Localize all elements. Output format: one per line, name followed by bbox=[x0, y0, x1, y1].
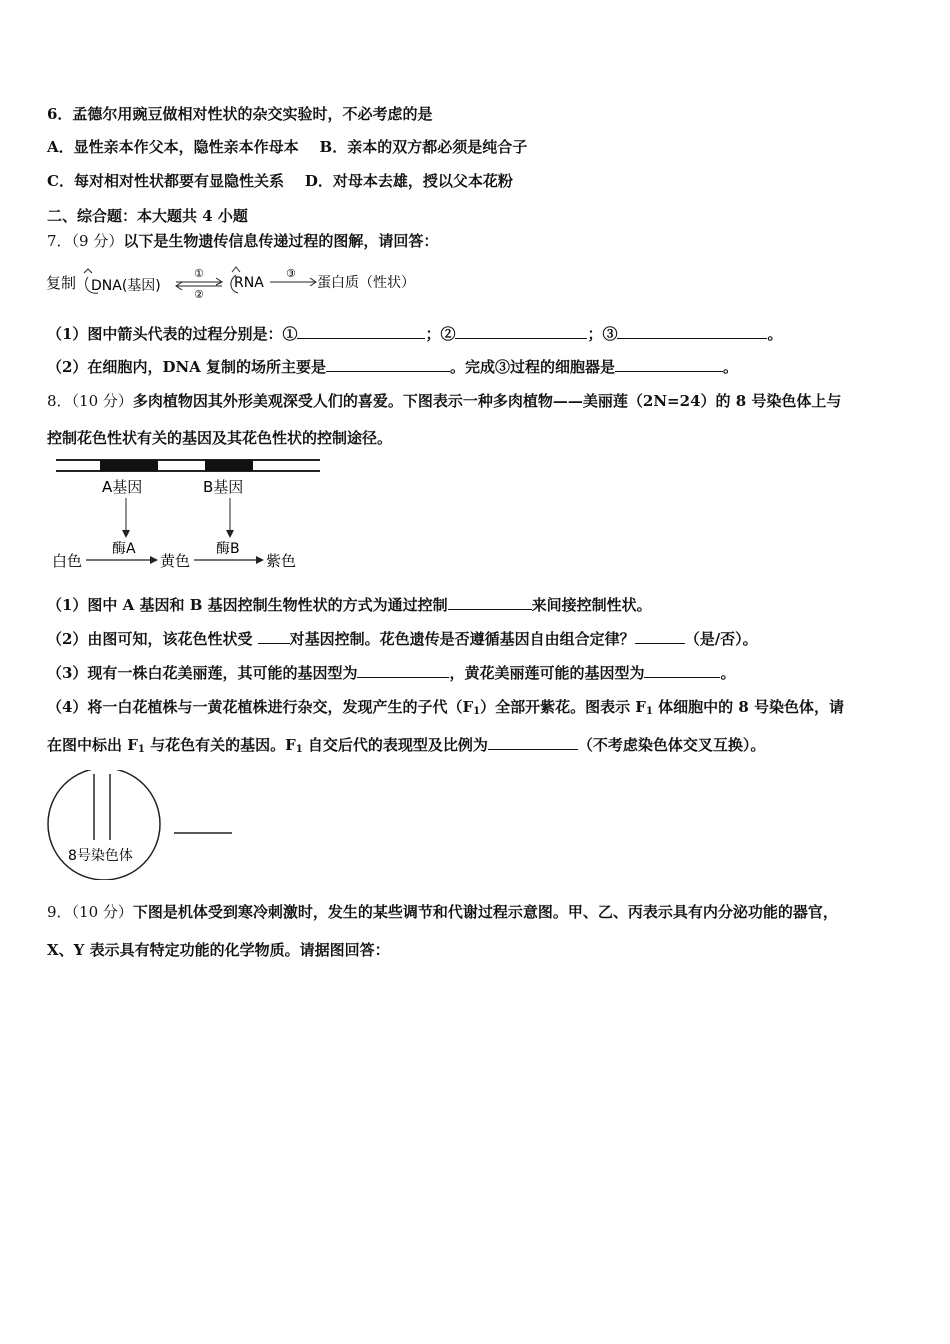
q6-options-cd bbox=[47, 170, 513, 191]
q7-diagram bbox=[44, 263, 444, 303]
q7-stem-text: 以下是生物遗传信息传递过程的图解，请回答： bbox=[123, 232, 439, 250]
answer-blank[interactable] bbox=[615, 357, 723, 372]
q8-stem-line1 bbox=[47, 390, 841, 411]
q8-part4-d: 在图中标出 F bbox=[47, 736, 138, 754]
enzyme-a-label: 酶A bbox=[112, 541, 136, 557]
q6-stem: 6．孟德尔用豌豆做相对性状的杂交实验时，不必考虑的是 bbox=[47, 105, 433, 123]
q8-part2-a: （2）由图可知，该花色性状受 bbox=[47, 630, 258, 648]
q8-part4-line2 bbox=[47, 734, 765, 755]
answer-blank[interactable] bbox=[644, 663, 720, 678]
q8-part3 bbox=[47, 662, 735, 683]
answer-blank[interactable] bbox=[488, 735, 578, 750]
white-color-label: 白色 bbox=[52, 552, 83, 570]
q7-part2-prefix: （2）在细胞内，DNA 复制的场所主要是 bbox=[47, 358, 327, 376]
q7-arrow-3-label: ③ bbox=[286, 267, 296, 280]
q8-part4-c: 体细胞中的 8 号染色体，请 bbox=[652, 698, 845, 716]
subscript: 1 bbox=[645, 706, 653, 717]
q8-part4-a: （4）将一白花植株与一黄花植株进行杂交，发现产生的子代（F bbox=[47, 698, 474, 716]
answer-blank[interactable] bbox=[617, 324, 767, 339]
q8-part1 bbox=[47, 594, 652, 615]
q8-gene-pathway-diagram bbox=[50, 456, 320, 576]
q8-part4-line1 bbox=[47, 696, 844, 717]
answer-blank[interactable] bbox=[326, 357, 450, 372]
q8-part4-e: 与花色有关的基因。F bbox=[144, 736, 296, 754]
q7-part1-sep3: ；③ bbox=[587, 325, 618, 343]
section-heading: 二、综合题：本大题共 4 小题 bbox=[47, 207, 248, 225]
q7-protein-label: 蛋白质（性状） bbox=[317, 275, 415, 291]
q8-stem-line2: 控制花色性状有关的基因及其花色性状的控制途径。 bbox=[47, 429, 393, 447]
q8-part4-f: 自交后代的表现型及比例为 bbox=[302, 736, 488, 754]
q7-part2-end: 。 bbox=[723, 358, 739, 376]
q7-stem bbox=[47, 230, 438, 251]
q8-number: 8．（10 分） bbox=[47, 392, 133, 410]
q7-number: 7．（9 分） bbox=[47, 232, 124, 250]
answer-blank[interactable] bbox=[258, 629, 290, 644]
q6-option-d: D．对母本去雄，授以父本花粉 bbox=[304, 172, 513, 190]
q9-stem-line1 bbox=[47, 901, 838, 922]
q7-arrow-2-label: ② bbox=[194, 288, 204, 301]
subscript: 1 bbox=[137, 744, 145, 755]
q7-rna-label: RNA bbox=[234, 275, 264, 291]
q7-part2 bbox=[47, 356, 738, 377]
q6-option-b: B．亲本的双方都必须是纯合子 bbox=[319, 138, 528, 156]
q8-part4-b: ）全部开紫花。图表示 F bbox=[480, 698, 646, 716]
yellow-color-label: 黄色 bbox=[160, 552, 191, 570]
q7-part1-sep2: ；② bbox=[425, 325, 456, 343]
q6-option-a: A．显性亲本作父本，隐性亲本作母本 bbox=[47, 138, 299, 156]
q8-part3-a: （3）现有一株白花美丽莲，其可能的基因型为 bbox=[47, 664, 358, 682]
q7-replicate-label: 复制 bbox=[46, 274, 77, 292]
answer-blank[interactable] bbox=[357, 663, 449, 678]
answer-blank[interactable] bbox=[455, 324, 587, 339]
chromosome-8-cell-diagram[interactable] bbox=[46, 770, 246, 880]
q7-part1-end: 。 bbox=[767, 325, 783, 343]
chromosome-8-label: 8号染色体 bbox=[68, 848, 133, 864]
answer-blank[interactable] bbox=[635, 629, 685, 644]
q8-part2-b: 对基因控制。花色遗传是否遵循基因自由组合定律？ bbox=[289, 630, 635, 648]
q7-part2-mid: 。完成③过程的细胞器是 bbox=[450, 358, 616, 376]
q6-options-ab bbox=[47, 136, 527, 157]
subscript: 1 bbox=[473, 706, 481, 717]
q7-part1 bbox=[47, 323, 783, 344]
q9-stem-text1: 下图是机体受到寒冷刺激时，发生的某些调节和代谢过程示意图。甲、乙、丙表示具有内分泌功能的器官， bbox=[132, 903, 838, 921]
q8-part1-a: （1）图中 A 基因和 B 基因控制生物性状的方式为通过控制 bbox=[47, 596, 448, 614]
answer-blank[interactable] bbox=[297, 324, 425, 339]
answer-blank[interactable] bbox=[448, 595, 532, 610]
subscript: 1 bbox=[295, 744, 303, 755]
q8-part4-g: （不考虑染色体交叉互换）。 bbox=[577, 736, 766, 754]
q9-number: 9．（10 分） bbox=[47, 903, 133, 921]
purple-color-label: 紫色 bbox=[266, 552, 297, 570]
q7-part1-prefix: （1）图中箭头代表的过程分别是：① bbox=[47, 325, 298, 343]
q8-part3-c: 。 bbox=[720, 664, 736, 682]
q8-part3-b: ，黄花美丽莲可能的基因型为 bbox=[449, 664, 645, 682]
q7-dna-label: DNA(基因) bbox=[91, 278, 161, 294]
gene-a-block bbox=[100, 460, 158, 471]
q9-stem-line2: X、Y 表示具有特定功能的化学物质。请据图回答： bbox=[47, 941, 390, 959]
q8-stem-text1: 多肉植物因其外形美观深受人们的喜爱。下图表示一种多肉植物——美丽莲（2N=24）的 8 号染色体上与 bbox=[132, 392, 842, 410]
q8-part2 bbox=[47, 628, 758, 649]
q8-part2-c: （是/否）。 bbox=[684, 630, 758, 648]
gene-b-block bbox=[205, 460, 253, 471]
gene-a-label: A基因 bbox=[102, 478, 143, 496]
q8-part1-b: 来间接控制性状。 bbox=[531, 596, 652, 614]
gene-b-label: B基因 bbox=[203, 478, 244, 496]
q7-arrow-1-label: ① bbox=[194, 267, 204, 280]
q6-option-c: C．每对相对性状都要有显隐性关系 bbox=[47, 172, 284, 190]
enzyme-b-label: 酶B bbox=[216, 541, 240, 557]
